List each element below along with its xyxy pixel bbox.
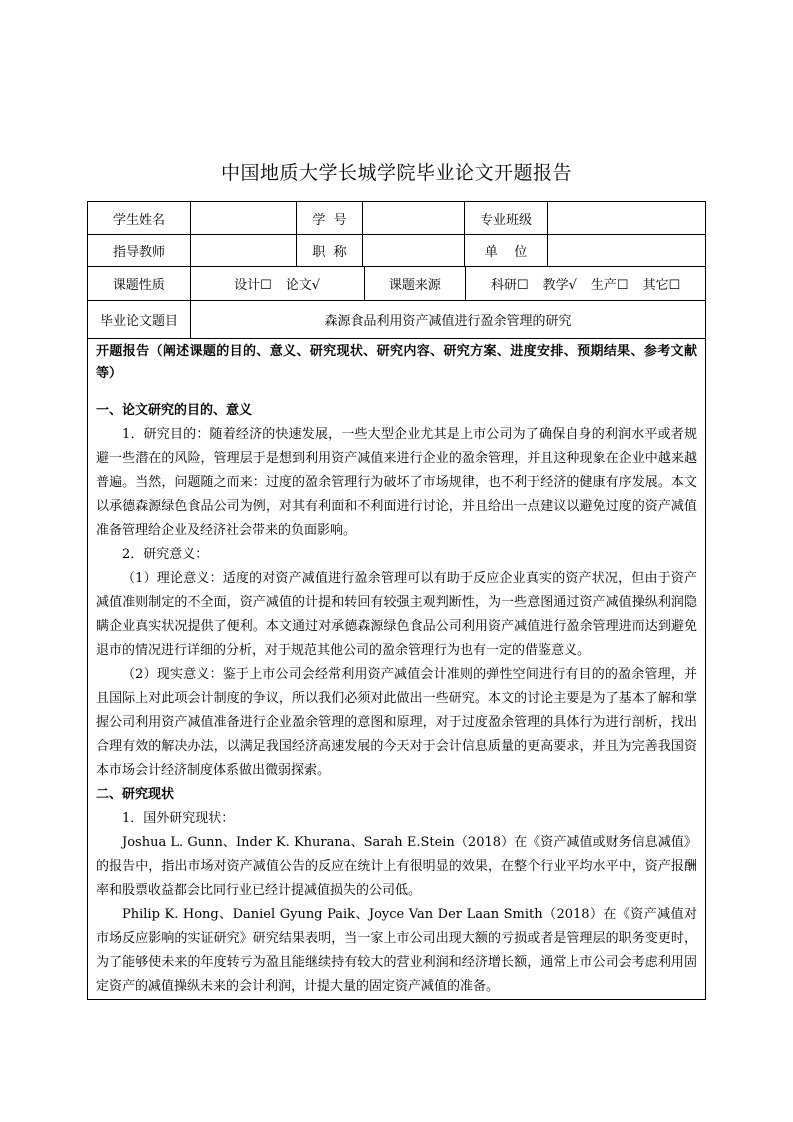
- other-checkbox[interactable]: 其它☐: [642, 278, 681, 293]
- section-heading-purpose: 一、论文研究的目的、意义: [96, 403, 253, 418]
- advisor-value[interactable]: [191, 235, 297, 266]
- table-row: [88, 301, 705, 339]
- paragraph-hong: Philip K. Hong、Daniel Gyung Paik、Joyce Van Der Laan Smith（2018）在《资产减值对市场反应影响的实证研究》研究结果表明，当一家上市公司出现大额的亏损或者是管理层的职务变更时，为了能够使未来的年度转亏为盈且能继续持有较大的营业利润和经济增长额，通常上市公司会考虑利用固定资产的减值操纵未来的会计利润，计提大量的固定资产减值的准备。: [96, 907, 697, 994]
- topic-source-label: 课题来源: [365, 267, 467, 300]
- position-label: 职 称: [297, 235, 363, 266]
- major-class-value[interactable]: [548, 202, 705, 234]
- report-body: [88, 339, 705, 999]
- paragraph-significance-title: 2．研究意义：: [122, 547, 209, 562]
- report-heading: 开题报告（阐述课题的目的、意义、研究现状、研究内容、研究方案、进度安排、预期结果、参考文献等）: [96, 344, 697, 381]
- paragraph-foreign-status: 1．国外研究现状：: [122, 811, 235, 826]
- thesis-title-label: 毕业论文题目: [88, 301, 191, 338]
- unit-label: 单 位: [465, 235, 548, 266]
- position-value[interactable]: [363, 235, 465, 266]
- table-row: [88, 202, 705, 235]
- advisor-label: 指导教师: [88, 235, 191, 266]
- section-heading-status: 二、研究现状: [96, 787, 175, 802]
- topic-nature-label: 课题性质: [88, 267, 191, 300]
- production-checkbox[interactable]: 生产☐: [590, 278, 629, 293]
- paragraph-gunn: Joshua L. Gunn、Inder K. Khurana、Sarah E.Stein（2018）在《资产减值或财务信息减值》的报告中，指出市场对资产减值公告的反应在统计上有很明显的效果，在整个行业平均水平中，资产报酬率和股票收益都会比同行业已经计提减值损失的公司低。: [96, 835, 697, 898]
- teaching-checkbox[interactable]: 教学√: [542, 278, 577, 293]
- paragraph-practice: （2）现实意义：鉴于上市公司会经常利用资产减值会计准则的弹性空间进行有目的的盈余管理，并且国际上对此项会计制度的争议，所以我们必须对此做出一些研究。本文的讨论主要是为了基本了解和掌握公司利用资产减值准备进行企业盈余管理的意图和原理，对于过度盈余管理的具体行为进行剖析，找出合理有效的解决办法，以满足我国经济高速发展的今天对于会计信息质量的更高要求，并且为完善我国资本市场会计经济制度体系做出微弱探索。: [96, 667, 697, 778]
- thesis-checkbox[interactable]: 论文√: [285, 278, 321, 293]
- topic-nature-options: [191, 267, 365, 300]
- topic-source-options: [466, 267, 705, 300]
- paragraph-theory: （1）理论意义：适度的对资产减值进行盈余管理可以有助于反应企业真实的资产状况，但由于资产减值准则制定的不全面，资产减值的计提和转回有较强主观判断性，为一些意图通过资产减值操纵利润隐瞒企业真实状况提供了便利。本文通过对承德森源绿色食品公司利用资产减值进行盈余管理进而达到避免退市的情况进行详细的分析，对于规范其他公司的盈余管理行为也有一定的借鉴意义。: [96, 571, 697, 658]
- table-row: [88, 235, 705, 267]
- student-no-label: 学 号: [297, 202, 363, 234]
- table-row: [88, 267, 705, 301]
- research-checkbox[interactable]: 科研☐: [490, 278, 529, 293]
- proposal-table: [87, 201, 706, 1000]
- student-name-value[interactable]: [191, 202, 297, 234]
- design-checkbox[interactable]: 设计☐: [234, 278, 272, 293]
- page-title: 中国地质大学长城学院毕业论文开题报告: [220, 162, 572, 184]
- unit-value[interactable]: [548, 235, 705, 266]
- thesis-title-value: 森源食品利用资产减值进行盈余管理的研究: [324, 314, 572, 329]
- paragraph-purpose: 1．研究目的：随着经济的快速发展，一些大型企业尤其是上市公司为了确保自身的利润水平或者规避一些潜在的风险，管理层于是想到利用资产减值来进行企业的盈余管理，并且这种现象在企业中越来越普遍。当然，问题随之而来：过度的盈余管理行为破坏了市场规律，也不利于经济的健康有序发展。本文以承德森源绿色食品公司为例，对其有利面和不利面进行讨论，并且给出一点建议以避免过度的资产减值准备管理给企业及经济社会带来的负面影响。: [96, 427, 697, 538]
- student-no-value[interactable]: [363, 202, 465, 234]
- major-class-label: 专业班级: [465, 202, 548, 234]
- student-name-label: 学生姓名: [88, 202, 191, 234]
